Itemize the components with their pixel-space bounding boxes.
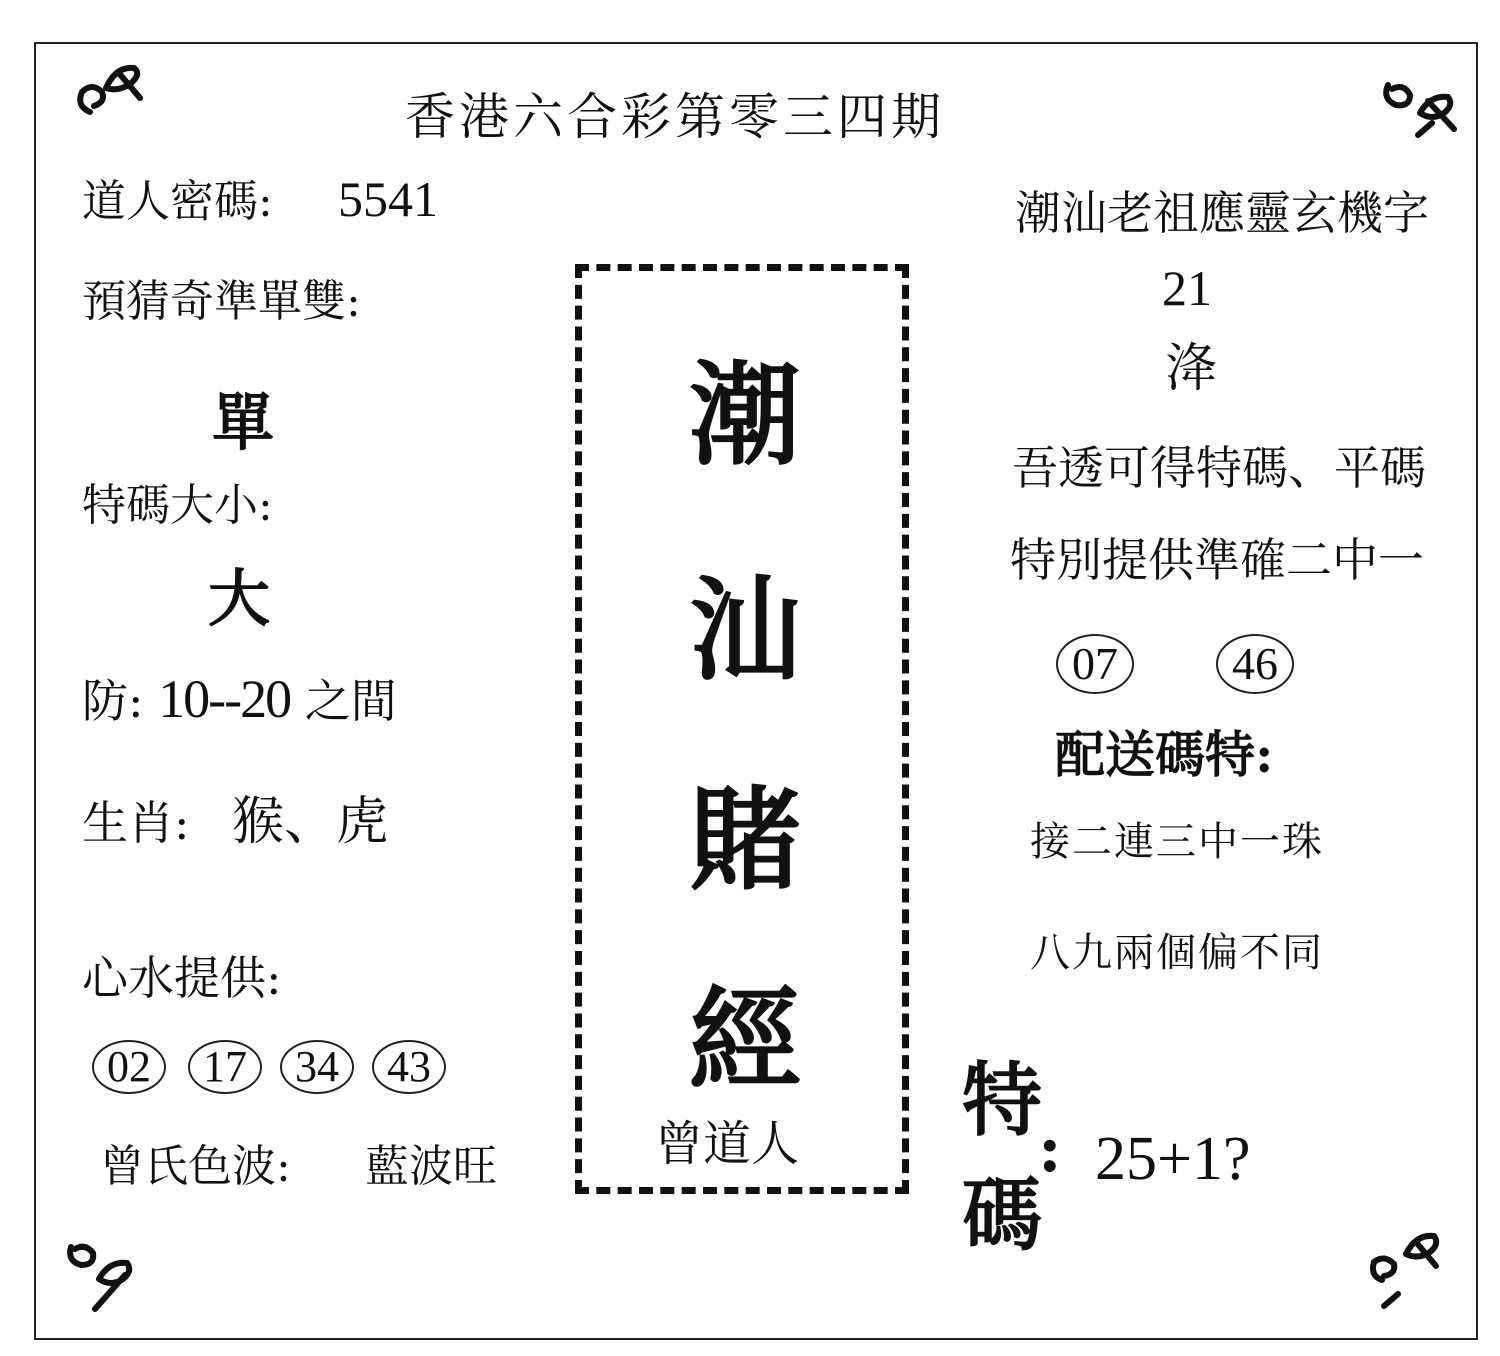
odd-even-label: 預猜奇準單雙: [82,276,361,327]
gift-code-label: 配送碼特: [1055,725,1274,784]
author-signature: 曾道人 [655,1116,800,1172]
pick-number-circle: 46 [1216,634,1294,694]
vertical-title-char: 潮 [689,350,801,481]
big-small-value: 大 [208,562,271,635]
corner-ornament-bottom-right-icon [1360,1220,1460,1310]
special-code-char-2: 碼 [962,1168,1042,1262]
vertical-title-char: 賭 [689,775,801,906]
guard-prefix: 防: [82,674,144,728]
guard-range: 10--20 [158,669,291,729]
special-code-char-1: 特 [962,1053,1042,1147]
zodiac-label: 生肖: [82,796,190,850]
corner-ornament-top-left-icon [60,50,160,140]
corner-ornament-top-right-icon [1370,55,1470,145]
pick-number-circle: 07 [1056,634,1134,694]
zodiac-value: 猴、虎 [232,792,389,852]
vertical-title-char: 經 [689,975,801,1106]
mystic-heading: 潮汕老祖應靈玄機字 [1015,186,1429,240]
poem-line-1: 接二連三中一珠 [1030,819,1324,865]
password-label: 道人密碼: [82,176,273,227]
hint-line-1: 吾透可得特碼、平碼 [1012,441,1426,495]
heart-number-circle: 17 [188,1040,262,1094]
password-value: 5541 [338,171,438,227]
heart-number-circle: 02 [92,1040,166,1094]
vertical-title-char: 汕 [689,565,801,696]
hint-line-2: 特別提供準確二中一 [1010,533,1424,587]
poem-line-2: 八九兩個偏不同 [1030,930,1324,976]
heart-numbers-label: 心水提供: [82,951,282,1005]
corner-ornament-bottom-left-icon [55,1225,155,1315]
color-wave-value: 藍波旺 [365,1141,497,1192]
big-small-label: 特碼大小: [82,480,273,531]
odd-even-value: 單 [212,386,275,459]
color-wave-label: 曾氏色波: [100,1141,291,1192]
page-title: 香港六合彩第零三四期 [405,88,945,146]
heart-number-circle: 34 [280,1040,354,1094]
mystic-number: 21 [1162,260,1212,316]
mystic-char: 洚 [1165,339,1218,399]
special-code-value: 25+1? [1095,1125,1251,1193]
heart-number-circle: 43 [372,1040,446,1094]
special-code-colon: : [1038,1112,1062,1187]
guard-range-line [82,669,397,729]
guard-suffix: 之間 [304,674,397,728]
